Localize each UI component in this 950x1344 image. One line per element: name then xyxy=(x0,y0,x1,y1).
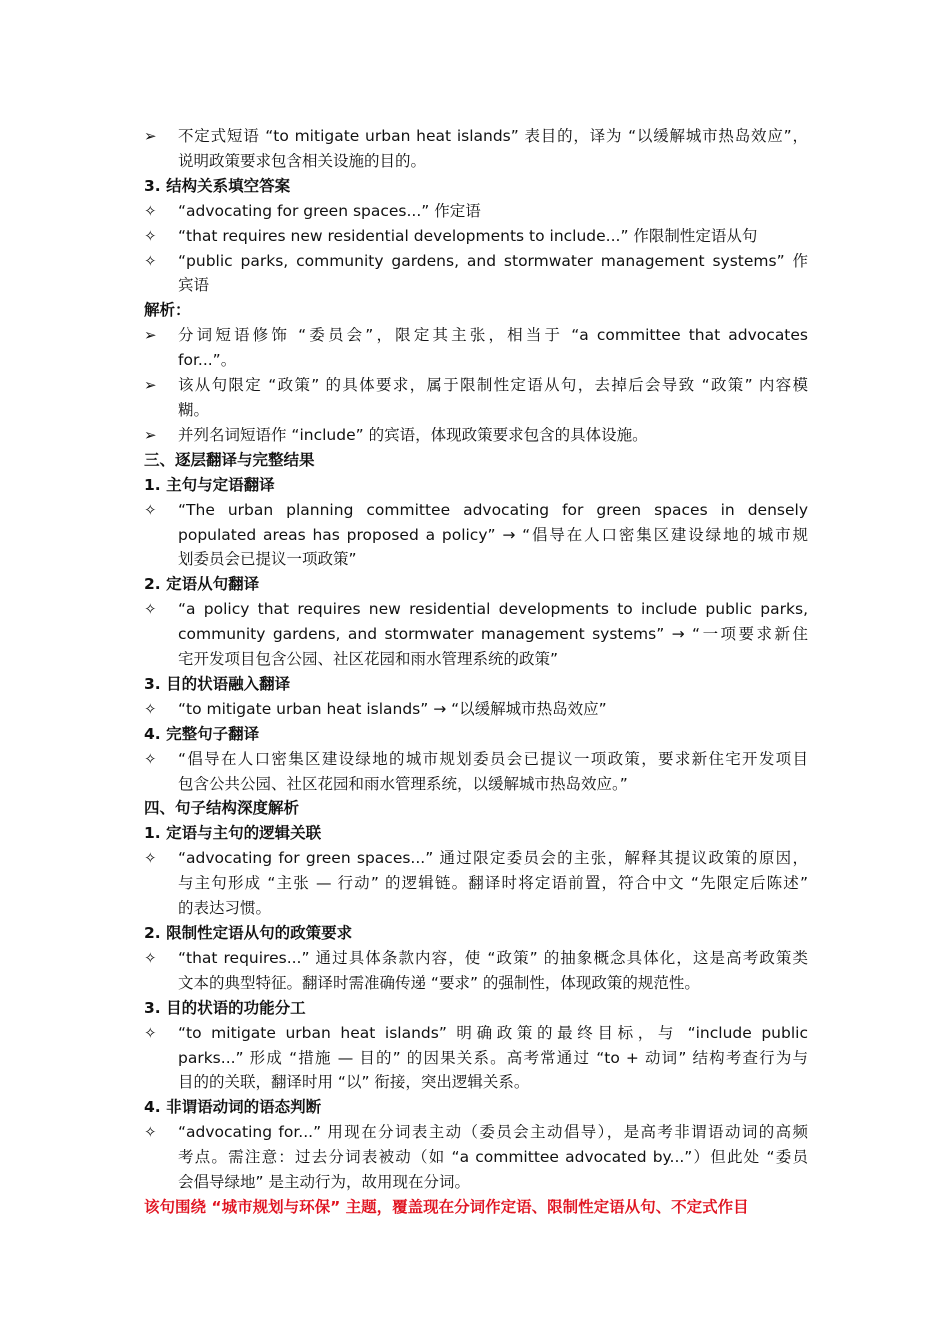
list-item xyxy=(144,1021,808,1096)
section-heading: 3. 结构关系填空答案 xyxy=(144,176,291,195)
list-item-text: 分词短语修饰 “委员会”，限定其主张，相当于 “a committee that advocates xyxy=(178,326,808,345)
section-heading: 1. 主句与定语翻译 xyxy=(144,475,275,494)
section-heading: 3. 目的状语融入翻译 xyxy=(144,674,291,693)
list-item xyxy=(144,124,808,174)
section-heading: 3. 目的状语的功能分工 xyxy=(144,998,306,1017)
list-item xyxy=(144,1120,808,1195)
diamond-bullet-icon: ✧ xyxy=(144,849,157,868)
list-item-text: 并列名词短语作 “include” 的宾语，体现政策要求包含的具体设施。 xyxy=(178,425,648,444)
list-item-text: community gardens, and stormwater management systems” → “一项要求新住 xyxy=(178,625,808,644)
document-page xyxy=(144,124,808,1220)
list-item-text: 划委员会已提议一项政策” xyxy=(178,550,357,569)
diamond-bullet-icon: ✧ xyxy=(144,500,157,519)
diamond-bullet-icon: ✧ xyxy=(144,749,157,768)
list-item xyxy=(144,747,808,797)
summary-highlight: 该句围绕 “城市规划与环保” 主题，覆盖现在分词作定语、限制性定语从句、不定式作目 xyxy=(144,1197,749,1216)
list-item xyxy=(144,423,808,448)
list-item-text: “to mitigate urban heat islands” → “以缓解城市热岛效应” xyxy=(178,699,607,718)
list-item xyxy=(144,199,808,224)
list-item-text: “that requires...” 通过具体条款内容，使 “政策” 的抽象概念具体化，这是高考政策类 xyxy=(178,948,808,967)
list-item xyxy=(144,249,808,299)
diamond-bullet-icon: ✧ xyxy=(144,948,157,967)
list-item-text: 糊。 xyxy=(178,400,210,419)
diamond-bullet-icon: ✧ xyxy=(144,201,157,220)
list-item xyxy=(144,697,808,722)
arrow-bullet-icon: ➢ xyxy=(144,326,157,345)
list-item xyxy=(144,597,808,672)
list-item-text: for...”。 xyxy=(178,351,237,370)
list-item-text: 说明政策要求包含相关设施的目的。 xyxy=(178,151,427,170)
list-item-text: “advocating for green spaces...” 通过限定委员会的主张，解释其提议政策的原因， xyxy=(178,849,808,868)
list-item-text: “to mitigate urban heat islands” 明确政策的最终目标，与 “include public xyxy=(178,1023,808,1042)
diamond-bullet-icon: ✧ xyxy=(144,251,157,270)
section-heading: 2. 限制性定语从句的政策要求 xyxy=(144,924,353,942)
section-heading: 4. 非谓语动词的语态判断 xyxy=(144,1098,322,1117)
section-heading: 2. 定语从句翻译 xyxy=(144,575,260,594)
list-item-text: 会倡导绿地” 是主动行为，故用现在分词。 xyxy=(178,1173,470,1192)
list-item-text: 与主句形成 “主张 — 行动” 的逻辑链。翻译时将定语前置，符合中文 “先限定后陈述” xyxy=(178,874,808,893)
list-item-text: 该从句限定 “政策” 的具体要求，属于限制性定语从句，去掉后会导致 “政策” 内容模 xyxy=(178,376,808,395)
list-item-text: 宅开发项目包含公园、社区花园和雨水管理系统的政策” xyxy=(178,650,559,669)
arrow-bullet-icon: ➢ xyxy=(144,376,157,395)
list-item-text: parks...” 形成 “措施 — 目的” 的因果关系。高考常通过 “to + 动词” 结构考查行为与 xyxy=(178,1048,808,1067)
list-item-text: 文本的典型特征。翻译时需准确传递 “要求” 的强制性，体现政策的规范性。 xyxy=(178,973,700,992)
list-item-text: “public parks, community gardens, and stormwater management systems” 作 xyxy=(178,251,808,270)
list-item xyxy=(144,373,808,423)
section-heading: 解析： xyxy=(144,301,191,320)
list-item-text: 宾语 xyxy=(178,276,210,295)
arrow-bullet-icon: ➢ xyxy=(144,425,157,444)
list-item-text: 目的的关联，翻译时用 “以” 衔接，突出逻辑关系。 xyxy=(178,1073,530,1092)
diamond-bullet-icon: ✧ xyxy=(144,1023,157,1042)
diamond-bullet-icon: ✧ xyxy=(144,600,157,619)
section-heading: 1. 定语与主句的逻辑关联 xyxy=(144,824,322,843)
diamond-bullet-icon: ✧ xyxy=(144,699,157,718)
diamond-bullet-icon: ✧ xyxy=(144,1123,157,1142)
list-item xyxy=(144,224,808,249)
list-item xyxy=(144,323,808,373)
list-item-text: populated areas has proposed a policy” → “倡导在人口密集区建设绿地的城市规 xyxy=(178,525,808,544)
list-item-text: 包含公共公园、社区花园和雨水管理系统，以缓解城市热岛效应。” xyxy=(178,774,628,793)
list-item-text: “advocating for green spaces...” 作定语 xyxy=(178,201,481,220)
list-item-text: 考点。需注意：过去分词表被动（如 “a committee advocated by...”）但此处 “委员 xyxy=(178,1148,808,1167)
list-item xyxy=(144,846,808,921)
list-item xyxy=(144,498,808,573)
list-item-text: “倡导在人口密集区建设绿地的城市规划委员会已提议一项政策，要求新住宅开发项目 xyxy=(178,749,808,768)
list-item-text: 不定式短语 “to mitigate urban heat islands” 表目的，译为 “以缓解城市热岛效应”， xyxy=(178,127,808,145)
list-item xyxy=(144,946,808,996)
list-item-text: “advocating for...” 用现在分词表主动（委员会主动倡导），是高考非谓语动词的高频 xyxy=(178,1123,808,1142)
list-item-text: “that requires new residential developments to include...” 作限制性定语从句 xyxy=(178,226,758,245)
list-item-text: “a policy that requires new residential developments to include public parks, xyxy=(178,600,808,619)
section-heading: 四、句子结构深度解析 xyxy=(144,799,300,818)
section-heading: 三、逐层翻译与完整结果 xyxy=(144,450,315,469)
section-heading: 4. 完整句子翻译 xyxy=(144,724,260,743)
list-item-text: 的表达习惯。 xyxy=(178,899,272,918)
arrow-bullet-icon: ➢ xyxy=(144,127,157,145)
diamond-bullet-icon: ✧ xyxy=(144,226,157,245)
list-item-text: “The urban planning committee advocating for green spaces in densely xyxy=(178,500,808,519)
